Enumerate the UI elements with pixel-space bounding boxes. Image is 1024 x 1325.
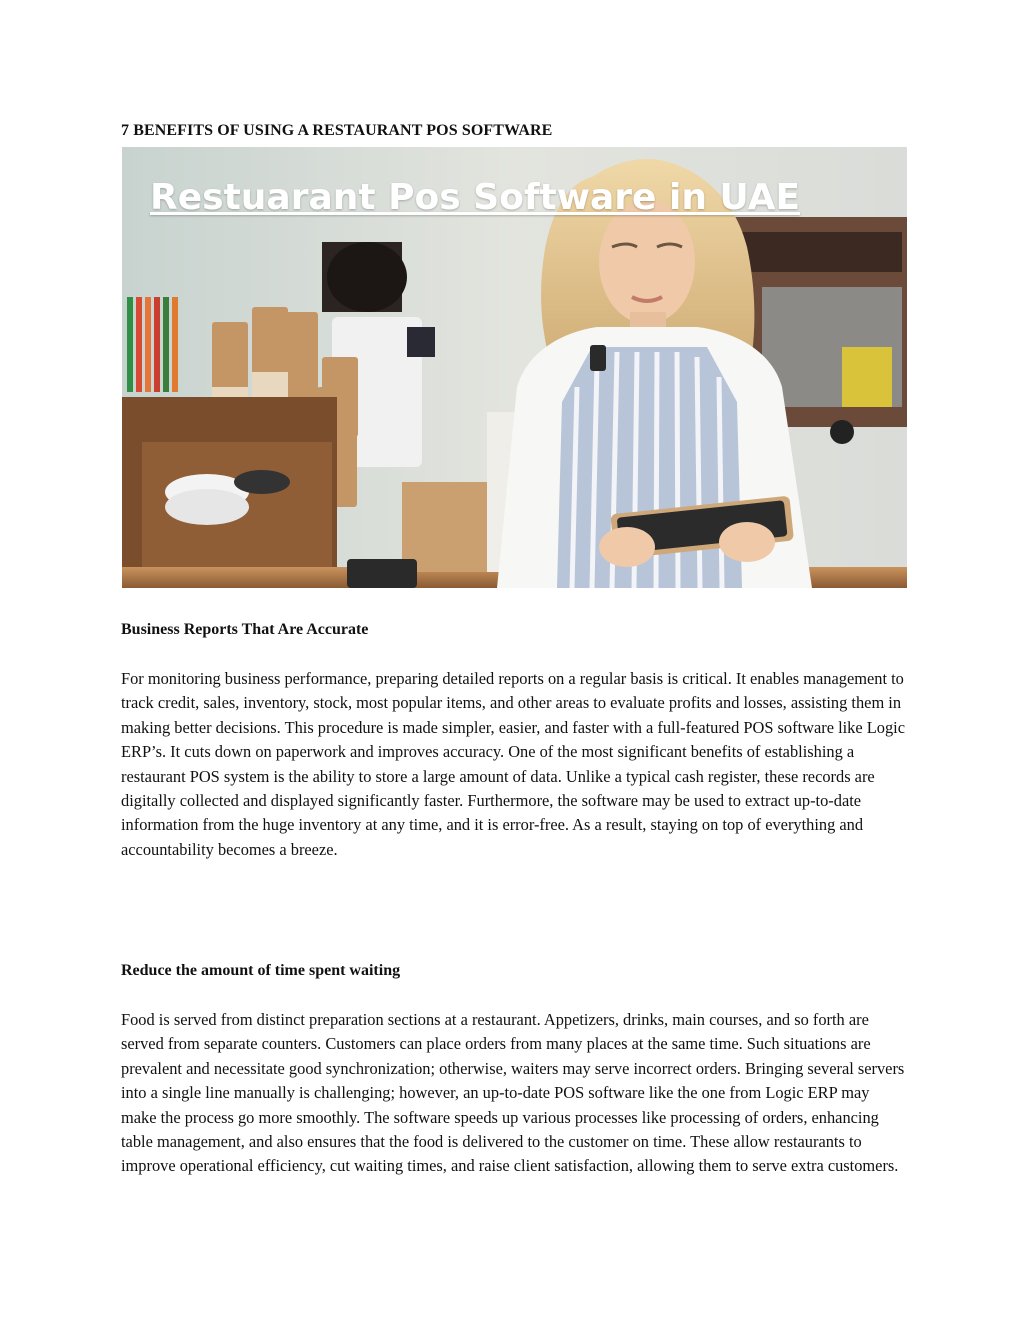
section-body-business-reports: For monitoring business performance, preparing detailed reports on a regular basis is critical. It enables management to track credit, sales, inventory, stock, most popular items, and other areas to evaluate profits and losses, assisting them in making better decisions. This procedure is made simpler, easier, and faster with a full-featured POS software like Logic ERP’s. It cuts down on paperwork and improves accuracy. One of the most significant benefits of establishing a restaurant POS system is the ability to store a large amount of data. Unlike a typical cash register, these records are digitally collected and displayed significantly faster. Furthermore, the software may be used to extract up-to-date information from the huge inventory at any time, and it is error-free. As a result, staying on top of everything and accountability becomes a breeze. — [121, 669, 905, 859]
hero-image — [122, 147, 907, 588]
section-body-reduce-waiting: Food is served from distinct preparation sections at a restaurant. Appetizers, drinks, main courses, and so forth are served from separate counters. Customers can place orders from many places at the same time. Such situations are prevalent and necessitate good synchronization; otherwise, waiters may serve incorrect orders. Bringing several servers into a single line manually is challenging; however, an up-to-date POS software like the one from Logic ERP may make the process go more smoothly. The software speeds up various processes like processing of orders, enhancing table management, and also ensures that the food is delivered to the customer on time. These allow restaurants to improve operational efficiency, cut waiting times, and raise client satisfaction, allowing them to serve extra customers. — [121, 1010, 905, 1176]
section-heading-reduce-waiting: Reduce the amount of time spent waiting — [121, 962, 401, 979]
section-heading-business-reports: Business Reports That Are Accurate — [121, 621, 369, 638]
hero-image-caption: Restuarant Pos Software in UAE — [150, 177, 801, 218]
document-title: 7 BENEFITS OF USING A RESTAURANT POS SOFTWARE — [121, 122, 553, 139]
